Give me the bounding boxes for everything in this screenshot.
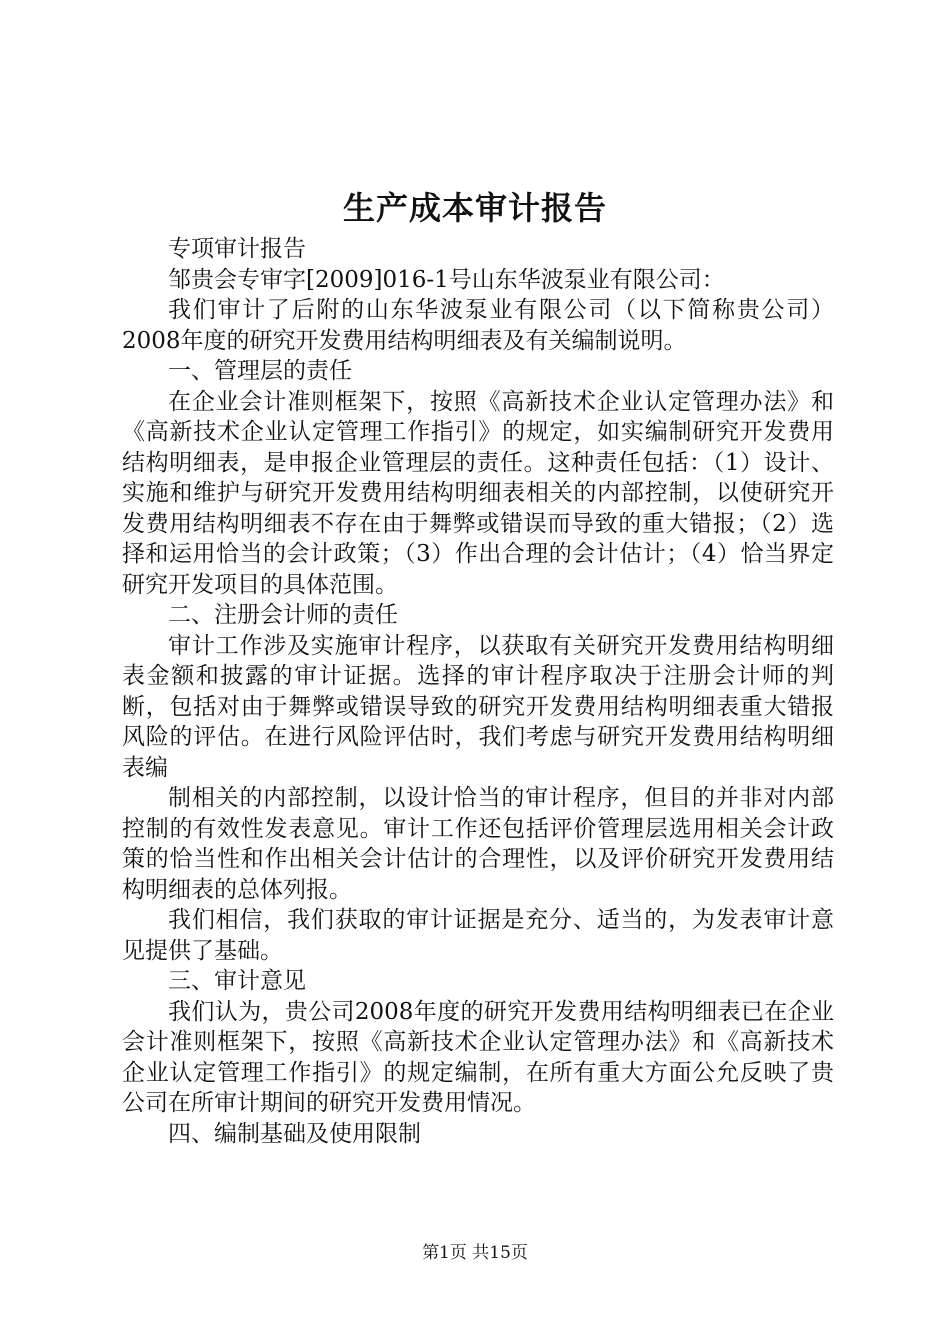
section-heading-management: 一、管理层的责任	[168, 358, 352, 384]
document-body	[122, 234, 834, 1149]
paragraph-internal-control: 制相关的内部控制，以设计恰当的审计程序，但目的并非对内部控制的有效性发表意见。审计工作还包括评价管理层选用相关会计政策的恰当性和作出相关会计估计的合理性，以及评价研究开发费用结构明细表的总体列报。	[122, 785, 834, 903]
page-number-footer: 第1页 共15页	[422, 1243, 528, 1263]
section-heading-opinion: 三、审计意见	[168, 968, 306, 994]
paragraph-audit-evidence: 我们相信，我们获取的审计证据是充分、适当的，为发表审计意见提供了基础。	[122, 907, 834, 964]
paragraph-reference-addressee: 邹贵会专审字[2009]016-1号山东华波泵业有限公司：	[168, 266, 725, 293]
paragraph-management-responsibility: 在企业会计准则框架下，按照《高新技术企业认定管理办法》和《高新技术企业认定管理工作指引》的规定，如实编制研究开发费用结构明细表，是申报企业管理层的责任。这种责任包括：（1）设计、实施和维护与研究开发费用结构明细表相关的内部控制，以使研究开发费用结构明细表不存在由于舞弊或错误而导致的重大错报；（2）选择和运用恰当的会计政策；（3）作出合理的会计估计；（4）恰当界定研究开发项目的具体范围。	[122, 388, 834, 598]
paragraph-intro: 我们审计了后附的山东华波泵业有限公司（以下简称贵公司）2008年度的研究开发费用结构明细表及有关编制说明。	[122, 297, 834, 354]
section-heading-auditor: 二、注册会计师的责任	[168, 602, 398, 628]
paragraph-auditor-responsibility: 审计工作涉及实施审计程序，以获取有关研究开发费用结构明细表金额和披露的审计证据。选择的审计程序取决于注册会计师的判断，包括对由于舞弊或错误导致的研究开发费用结构明细表重大错报风险的评估。在进行风险评估时，我们考虑与研究开发费用结构明细表编	[122, 632, 834, 781]
paragraph-audit-opinion: 我们认为，贵公司2008年度的研究开发费用结构明细表已在企业会计准则框架下，按照《高新技术企业认定管理办法》和《高新技术企业认定管理工作指引》的规定编制，在所有重大方面公允反映了贵公司在所审计期间的研究开发费用情况。	[122, 998, 834, 1116]
document-title: 生产成本审计报告	[342, 189, 607, 227]
section-heading-basis-restriction: 四、编制基础及使用限制	[168, 1120, 421, 1147]
paragraph-report-type: 专项审计报告	[168, 236, 306, 262]
